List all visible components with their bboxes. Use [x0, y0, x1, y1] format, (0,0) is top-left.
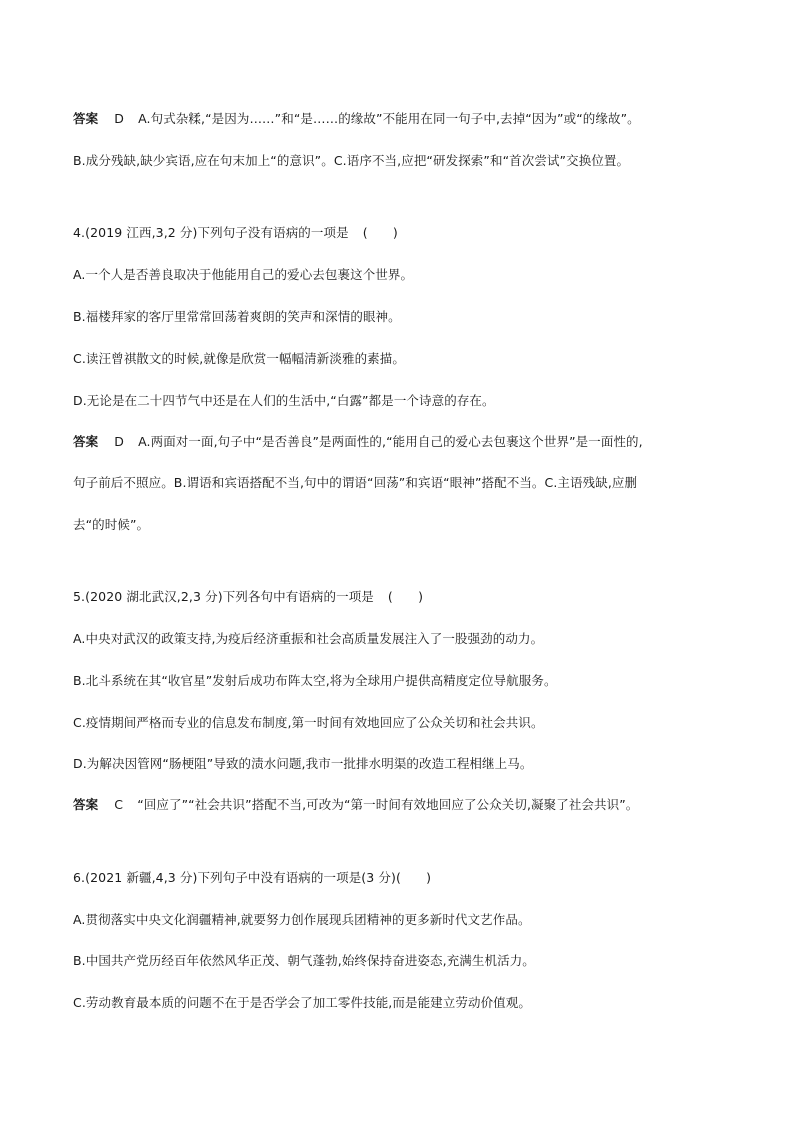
option-c: C.读汪曾祺散文的时候,就像是欣赏一幅幅清新淡雅的素描。: [73, 351, 405, 366]
answer-line: [73, 111, 640, 127]
option-a: A.一个人是否善良取决于他能用自己的爱心去包裹这个世界。: [73, 267, 414, 282]
answer-label: 答案: [73, 434, 99, 449]
option-b: B.中国共产党历经百年依然风华正茂、朝气蓬勃,始终保持奋进姿态,充满生机活力。: [73, 953, 535, 968]
option-a: A.贯彻落实中央文化润疆精神,就要努力创作展现兵团精神的更多新时代文艺作品。: [73, 912, 531, 927]
answer-text: A.句式杂糅,“是因为……”和“是……的缘故”不能用在同一句子中,去掉“因为”或“的缘故”。: [138, 111, 640, 126]
answer-text: 句子前后不照应。B.谓语和宾语搭配不当,句中的谓语“回荡”和宾语“眼神”搭配不当。C.主语残缺,应删: [73, 475, 638, 490]
option-c: C.疫情期间严格而专业的信息发布制度,第一时间有效地回应了公众关切和社会共识。: [73, 715, 544, 730]
answer-text: B.成分残缺,缺少宾语,应在句末加上“的意识”。C.语序不当,应把“研发探索”和“首次尝试”交换位置。: [73, 153, 630, 168]
answer-label: 答案: [73, 111, 99, 126]
question-stem: [73, 225, 398, 241]
answer-text: 去“的时候”。: [73, 517, 150, 532]
question-text: 5.(2020 湖北武汉,2,3 分)下列各句中有语病的一项是: [73, 589, 374, 604]
option-c: C.劳动教育最本质的问题不在于是否学会了加工零件技能,而是能建立劳动价值观。: [73, 995, 531, 1010]
answer-line: [73, 434, 643, 450]
answer-label: 答案: [73, 797, 99, 812]
question-text: 4.(2019 江西,3,2 分)下列句子没有语病的一项是: [73, 225, 349, 240]
answer-choice: D: [114, 111, 125, 126]
question-stem: [73, 589, 423, 605]
option-d: D.为解决因管网“肠梗阻”导致的渍水问题,我市一批排水明渠的改造工程相继上马。: [73, 756, 533, 771]
answer-choice: C: [114, 797, 124, 812]
option-a: A.中央对武汉的政策支持,为疫后经济重振和社会高质量发展注入了一股强劲的动力。: [73, 631, 544, 646]
answer-blank: ( ): [362, 225, 398, 240]
answer-blank: ( ): [387, 589, 424, 604]
answer-text: A.两面对一面,句子中“是否善良”是两面性的,“能用自己的爱心去包裹这个世界”是一面性的,: [138, 434, 643, 449]
option-b: B.福楼拜家的客厅里常常回荡着爽朗的笑声和深情的眼神。: [73, 309, 401, 324]
answer-text: “回应了”“社会共识”搭配不当,可改为“第一时间有效地回应了公众关切,凝聚了社会共识”。: [137, 797, 639, 812]
answer-choice: D: [114, 434, 125, 449]
answer-line: [73, 797, 638, 813]
option-b: B.北斗系统在其“收官星”发射后成功布阵太空,将为全球用户提供高精度定位导航服务。: [73, 673, 557, 688]
option-d: D.无论是在二十四节气中还是在人们的生活中,“白露”都是一个诗意的存在。: [73, 393, 495, 408]
question-stem: 6.(2021 新疆,4,3 分)下列句子中没有语病的一项是(3 分)( ): [73, 870, 432, 885]
